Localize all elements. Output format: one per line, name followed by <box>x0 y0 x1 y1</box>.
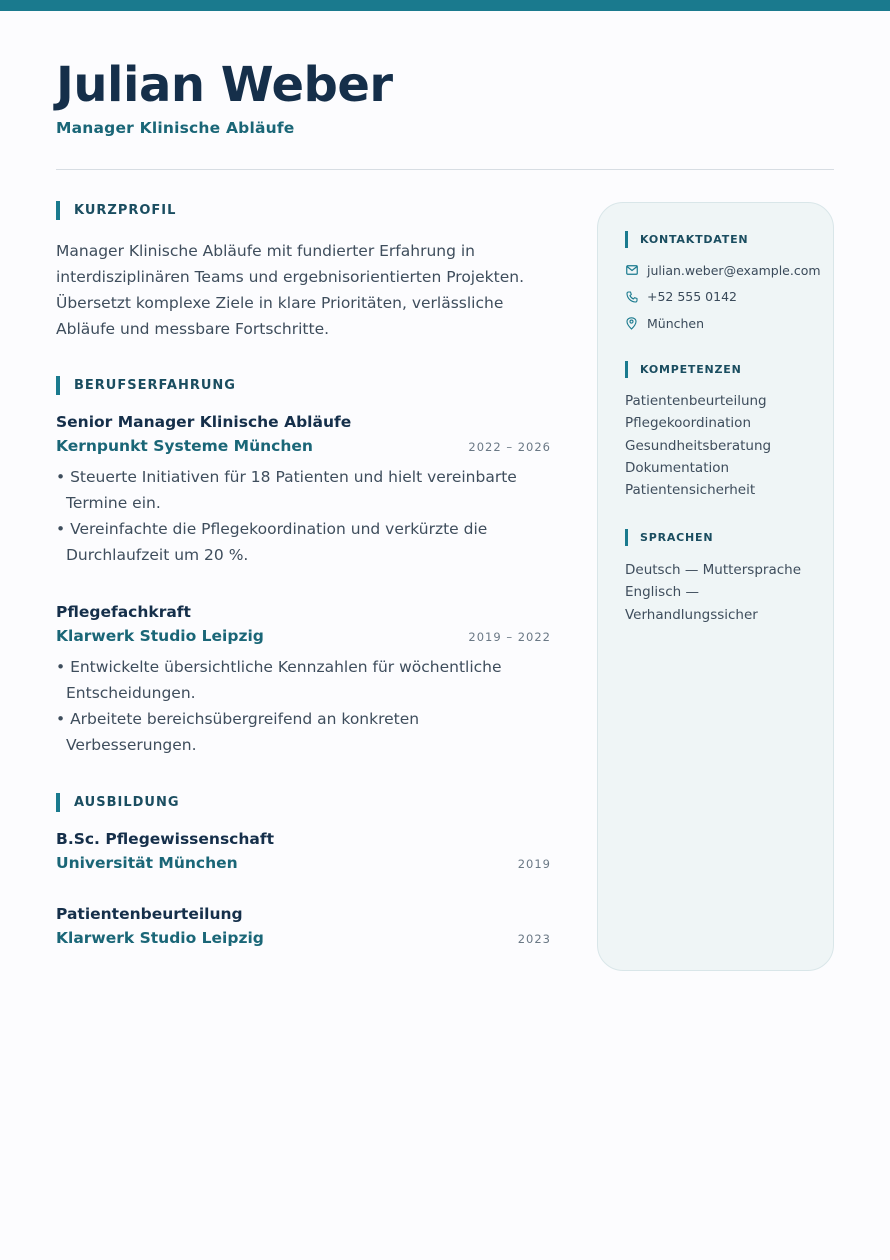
job-bullets <box>56 464 551 568</box>
mail-icon <box>625 264 638 277</box>
candidate-name: Julian Weber <box>56 57 393 113</box>
section-marker <box>56 793 60 812</box>
main-column <box>56 200 551 947</box>
summary-heading <box>56 200 551 220</box>
degree-title: B.Sc. Pflegewissenschaft <box>56 830 274 848</box>
skill-item: Gesundheitsberatung <box>625 437 772 454</box>
education-year: 2019 <box>517 857 551 871</box>
skills-heading: KOMPETENZEN <box>640 362 742 376</box>
job-bullet: • Steuerte Initiativen für 18 Patienten und hielt vereinbarte Termine ein. <box>56 468 517 512</box>
job-title: Senior Manager Klinische Abläufe <box>56 413 352 431</box>
education-year: 2023 <box>517 932 551 946</box>
job-company: Klarwerk Studio Leipzig <box>56 627 264 645</box>
contact-section <box>625 230 825 337</box>
job-company: Kernpunkt Systeme München <box>56 437 313 455</box>
contact-location-text: München <box>647 315 705 331</box>
contact-phone-text: +52 555 0142 <box>647 289 737 305</box>
education-heading <box>56 792 551 812</box>
section-marker <box>56 201 60 220</box>
languages-heading: SPRACHEN <box>640 530 714 544</box>
skill-item: Patientenbeurteilung <box>625 393 767 409</box>
job-bullet: • Arbeitete bereichsübergreifend an konkreten Verbesserungen. <box>56 710 420 754</box>
location-pin-icon <box>625 317 638 330</box>
job-dates: 2019 – 2022 <box>468 630 551 644</box>
top-accent-bar <box>0 0 890 11</box>
languages-section <box>625 528 825 626</box>
section-label: AUSBILDUNG <box>74 794 180 810</box>
education-entry <box>56 905 551 947</box>
sidebar-panel <box>597 202 834 971</box>
section-label: KURZPROFIL <box>74 202 177 218</box>
job-entry <box>56 413 551 568</box>
section-marker <box>625 361 628 378</box>
section-marker <box>625 529 628 546</box>
contact-phone[interactable] <box>625 284 825 311</box>
language-item: Englisch — <box>625 584 699 601</box>
section-marker <box>625 231 628 248</box>
job-bullet: • Vereinfachte die Pflegekoordination und verkürzte die Durchlaufzeit um 20 %. <box>56 520 488 564</box>
resume-header <box>56 56 834 137</box>
language-item: Deutsch — Muttersprache <box>625 562 802 578</box>
job-dates: 2022 – 2026 <box>468 440 551 454</box>
institution: Klarwerk Studio Leipzig <box>56 929 264 947</box>
job-entry <box>56 603 551 758</box>
job-bullets <box>56 654 551 758</box>
skills-list <box>625 390 825 501</box>
languages-list <box>625 559 825 626</box>
candidate-title: Manager Klinische Abläufe <box>56 119 295 137</box>
education-entry <box>56 830 551 872</box>
language-item: Verhandlungssicher <box>625 606 758 623</box>
section-marker <box>56 376 60 395</box>
skill-item: Patientensicherheit <box>625 482 756 499</box>
phone-icon <box>625 290 638 303</box>
summary-text: Manager Klinische Abläufe mit fundierter Erfahrung in interdisziplinären Teams und ergebnisorientierten Projekten. Übersetzt komplexe Ziele in klare Prioritäten, verlässliche Abläufe und messbare Fortschritte. <box>56 242 524 338</box>
header-divider <box>56 169 834 170</box>
experience-heading <box>56 375 551 395</box>
institution: Universität München <box>56 854 238 872</box>
contact-email-text: julian.weber@example.com <box>647 262 821 278</box>
degree-title: Patientenbeurteilung <box>56 905 243 923</box>
skill-item: Pflegekoordination <box>625 415 752 432</box>
job-bullet: • Entwickelte übersichtliche Kennzahlen für wöchentliche Entscheidungen. <box>56 658 502 702</box>
contact-location <box>625 310 825 337</box>
skill-item: Dokumentation <box>625 459 730 476</box>
skills-section <box>625 360 825 501</box>
job-title: Pflegefachkraft <box>56 603 191 621</box>
contact-email[interactable] <box>625 257 825 284</box>
section-label: BERUFSERFAHRUNG <box>74 377 236 393</box>
contact-heading: KONTAKTDATEN <box>640 232 749 246</box>
